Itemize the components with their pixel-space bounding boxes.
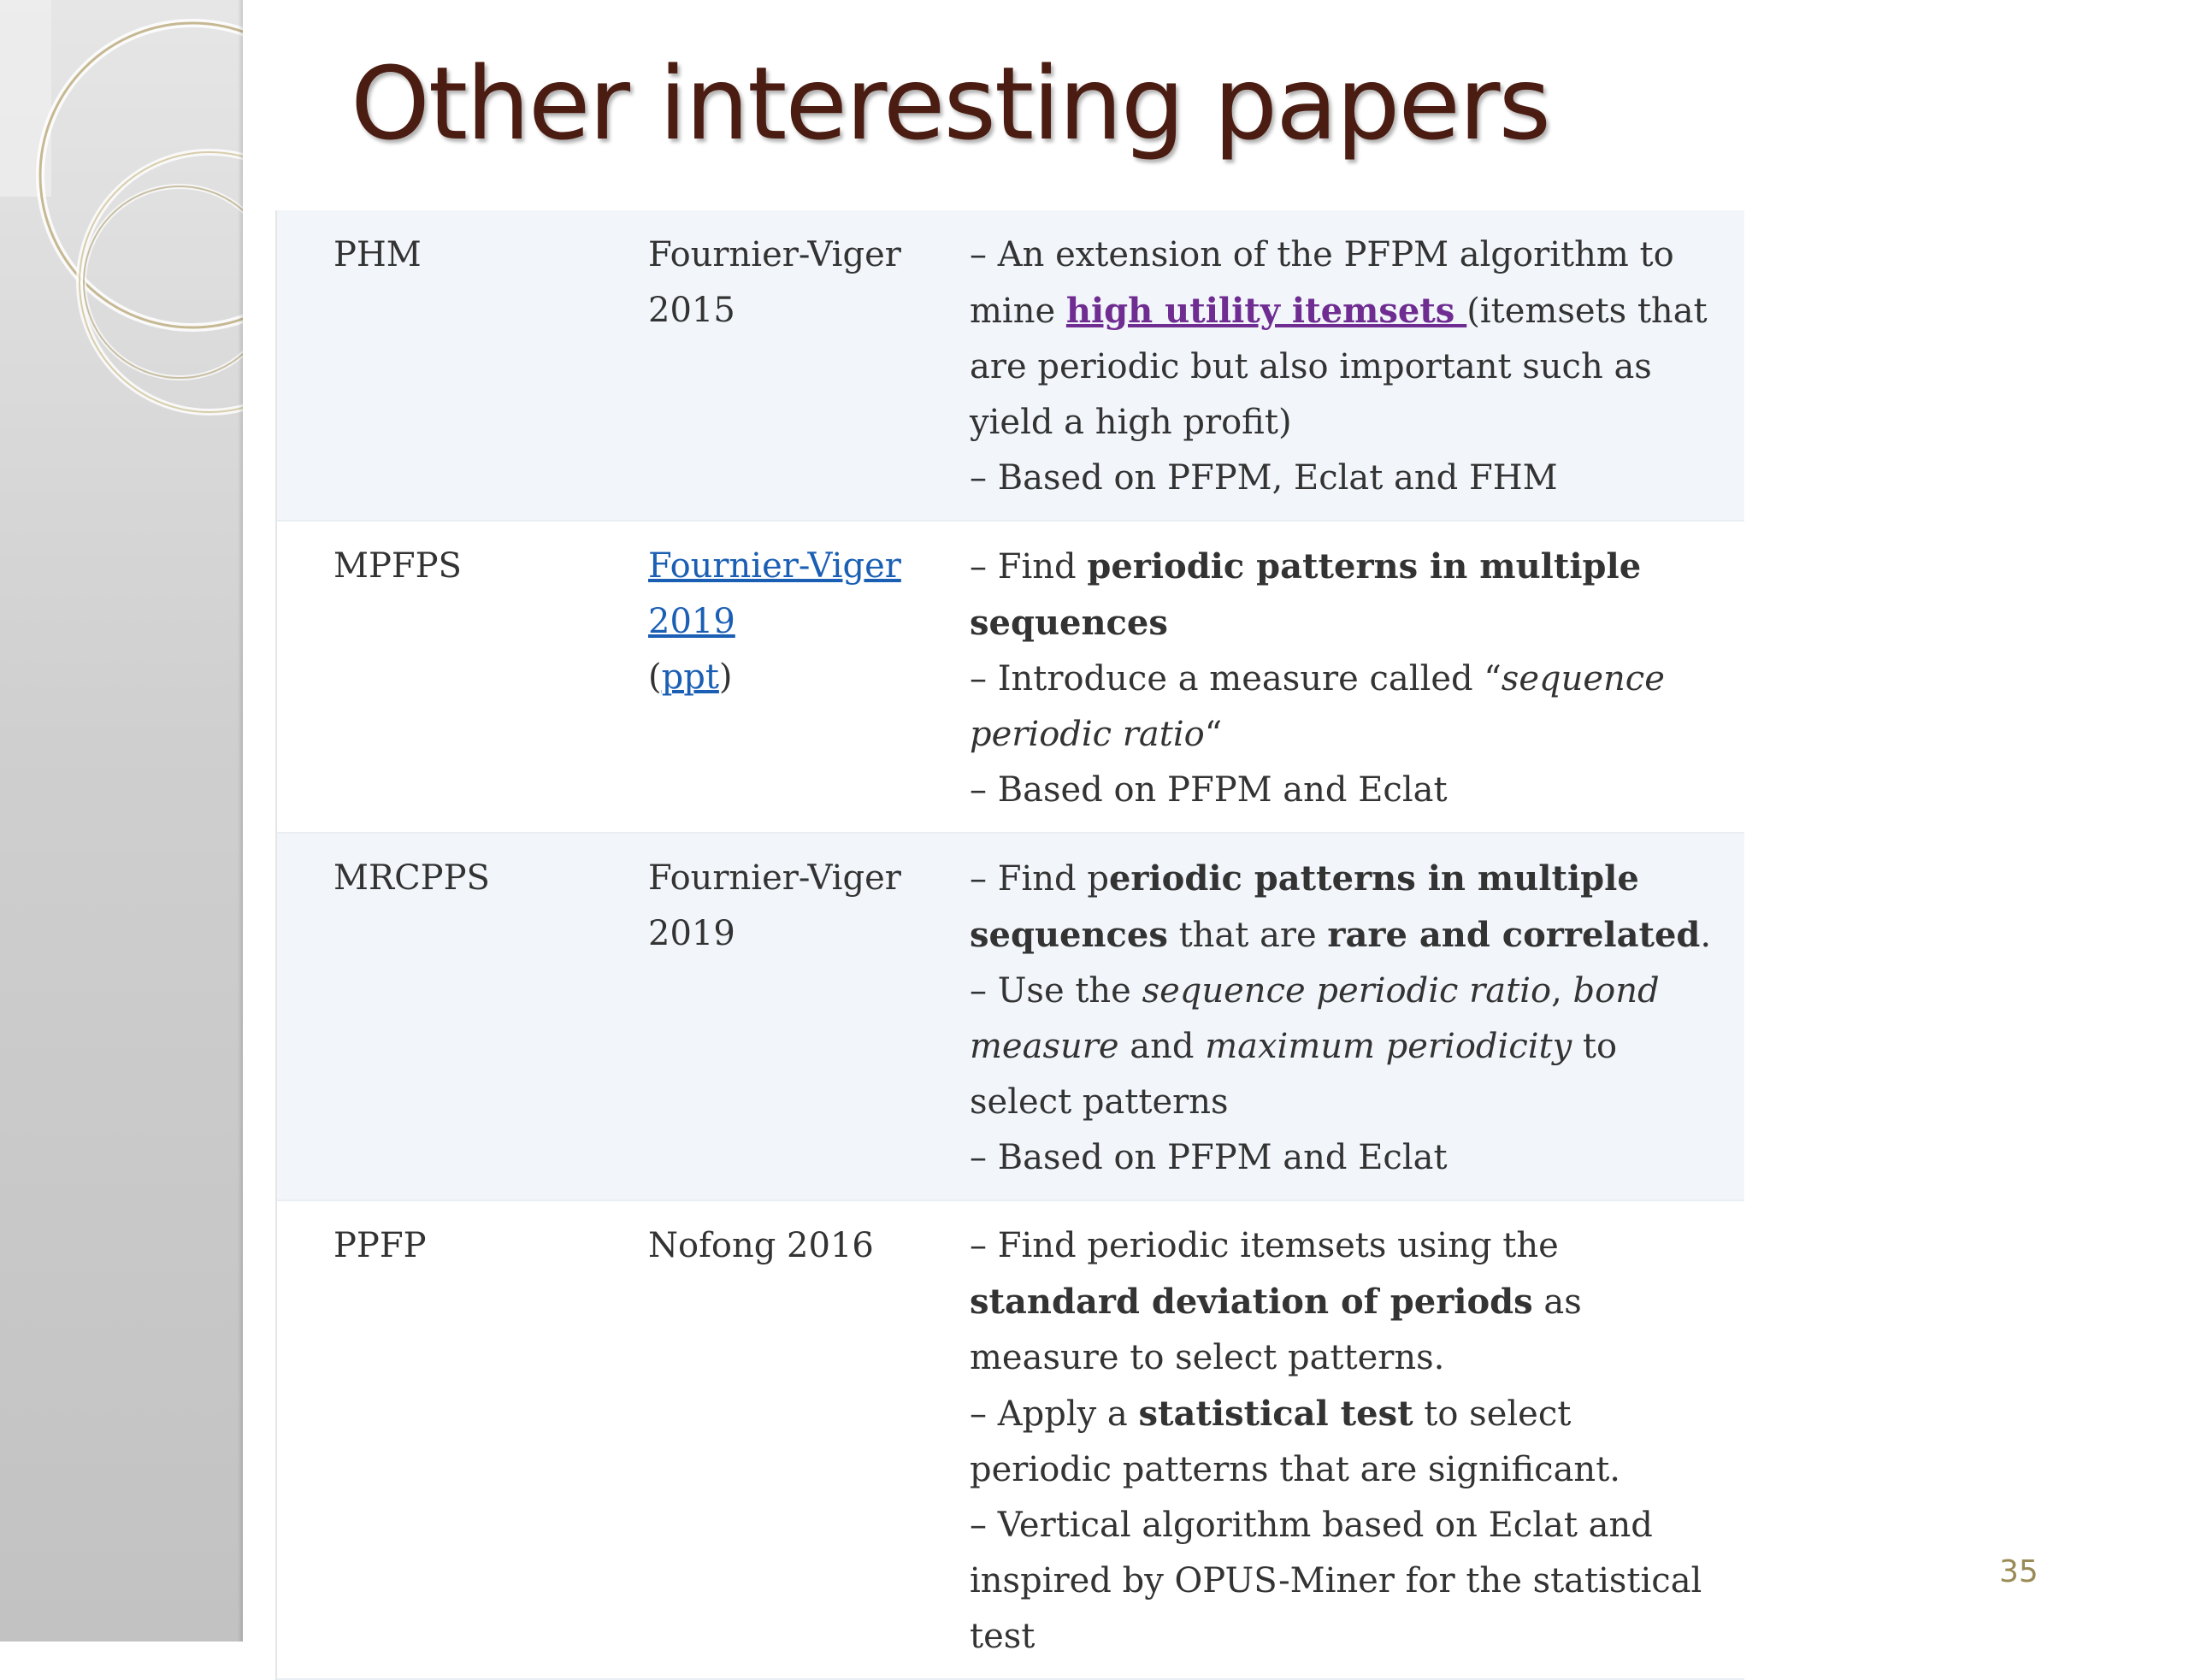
author-year: Fournier-Viger 2019 (ppt) [648, 546, 901, 697]
paper-link[interactable]: Fournier-Viger 2019 [648, 546, 901, 641]
description [970, 1200, 1744, 1679]
algorithm-name: PPFP [333, 1226, 427, 1265]
author-year: Fournier-Viger 2019 [648, 858, 901, 953]
description-line: – An extension of the PFPM algorithm to mine high utility itemsets (itemsets that are periodic but also important such as yield a high profit) [970, 235, 1708, 442]
algorithm-name: MPFPS [333, 546, 462, 586]
table-row [277, 521, 1744, 833]
description-line: – Based on PFPM and Eclat [970, 1138, 1448, 1177]
slide-sidebar [0, 0, 243, 1642]
description-line: – Find periodic itemsets using the standard deviation of periods as measure to select patterns. [970, 1226, 1582, 1377]
ppt-link[interactable]: ppt [661, 657, 719, 697]
papers-table-container [275, 210, 1744, 1680]
description-line: – Find periodic patterns in multiple sequences [970, 546, 1642, 643]
slide-title: Other interesting papers [351, 44, 1549, 162]
description-line: – Apply a statistical test to select periodic patterns that are significant. [970, 1394, 1620, 1489]
description [970, 210, 1744, 521]
description-line: – Use the sequence periodic ratio, bond measure and maximum periodicity to select patterns [970, 971, 1660, 1122]
papers-table [277, 210, 1744, 1680]
description-line: – Find periodic patterns in multiple sequences that are rare and correlated. [970, 858, 1712, 955]
author-year: Fournier-Viger 2015 [648, 235, 901, 330]
author-year: Nofong 2016 [648, 1226, 874, 1265]
page-number: 35 [1999, 1554, 2039, 1589]
description [970, 521, 1744, 833]
algorithm-name: MRCPPS [333, 858, 490, 898]
high-utility-itemsets-link[interactable]: high utility itemsets [1065, 291, 1467, 331]
description-line: – Vertical algorithm based on Eclat and inspired by OPUS-Miner for the statistical test [970, 1506, 1702, 1656]
decorative-rings [0, 0, 243, 445]
table-row [277, 210, 1744, 521]
description-line: – Based on PFPM and Eclat [970, 770, 1448, 810]
table-row [277, 1200, 1744, 1679]
description-line: – Introduce a measure called “sequence periodic ratio“ [970, 659, 1665, 754]
algorithm-name: PHM [333, 235, 422, 274]
description-line: – Based on PFPM, Eclat and FHM [970, 458, 1558, 498]
table-row [277, 833, 1744, 1200]
description [970, 833, 1744, 1200]
